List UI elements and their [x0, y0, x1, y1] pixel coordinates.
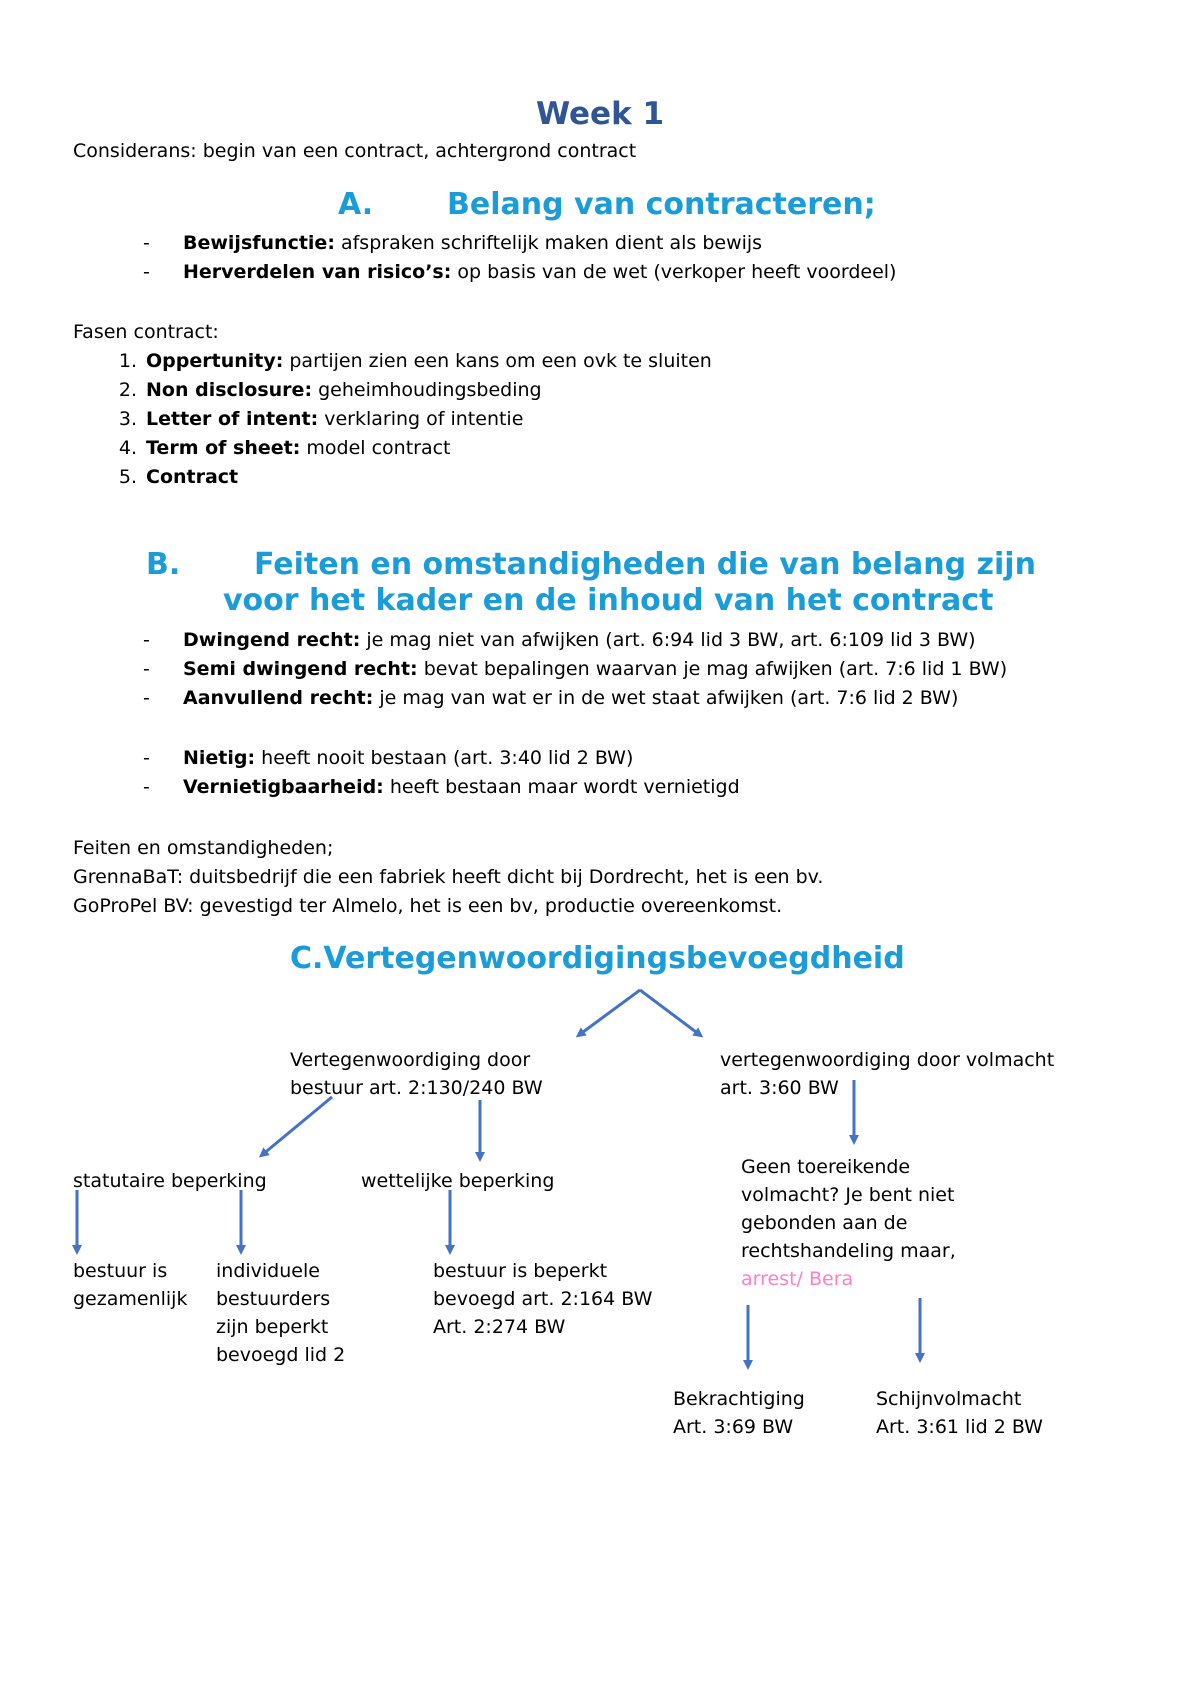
node-text: bestuur is beperkt	[433, 1260, 608, 1282]
dash-bullet: -	[143, 658, 150, 680]
node-text: Bekrachtiging	[673, 1388, 805, 1410]
section-b-heading-line1: Feiten en omstandigheden die van belang zijn	[254, 547, 1036, 582]
list-number: 3.	[118, 408, 137, 430]
list-item-text: model contract	[300, 437, 451, 459]
list-item-text: je mag van wat er in de wet staat afwijken (art. 7:6 lid 2 BW)	[373, 687, 959, 709]
node-text: bestuur is	[73, 1260, 168, 1282]
dash-bullet: -	[143, 261, 150, 283]
node-text: Schijnvolmacht	[876, 1388, 1022, 1410]
list-number: 2.	[118, 379, 137, 401]
arrow-to-bestuur	[579, 990, 640, 1035]
section-b-letter: B.	[146, 547, 181, 582]
arrest-link: arrest/ Bera	[741, 1268, 854, 1290]
list-item-term: Contract	[146, 466, 239, 488]
node-text: art. 3:60 BW	[720, 1077, 839, 1099]
dash-bullet: -	[143, 687, 150, 709]
node-text: gezamenlijk	[73, 1288, 188, 1310]
dash-bullet: -	[143, 776, 150, 798]
node-text: Art. 3:69 BW	[673, 1416, 794, 1438]
node-text: rechtshandeling maar,	[741, 1240, 956, 1262]
node-bestuur	[290, 1046, 543, 1102]
list-item-term: Aanvullend recht:	[183, 687, 374, 709]
node-statutair: statutaire beperking	[73, 1170, 267, 1192]
fasen-label: Fasen contract:	[73, 321, 219, 343]
list-item-term: Bewijsfunctie:	[183, 232, 335, 254]
arrow-to-volmacht	[640, 990, 700, 1035]
node-schijnvolmacht	[876, 1385, 1043, 1441]
list-item-term: Dwingend recht:	[183, 629, 361, 651]
list-item-text: geheimhoudingsbeding	[312, 379, 542, 401]
node-text: bevoegd art. 2:164 BW	[433, 1288, 653, 1310]
list-item-text: heeft nooit bestaan (art. 3:40 lid 2 BW)	[255, 747, 634, 769]
list-item-term: Non disclosure:	[146, 379, 313, 401]
section-a-heading: Belang van contracteren;	[447, 187, 876, 222]
node-geen-volmacht	[741, 1153, 956, 1293]
node-gezamenlijk	[73, 1257, 187, 1313]
dash-bullet: -	[143, 747, 150, 769]
node-text: Art. 2:274 BW	[433, 1316, 566, 1338]
section-c-heading: C.Vertegenwoordigingsbevoegdheid	[290, 941, 905, 976]
section-b-heading-line2: voor het kader en de inhoud van het contract	[223, 583, 994, 618]
node-text: Geen toereikende	[741, 1156, 911, 1178]
section-a-letter: A.	[338, 187, 374, 222]
feiten-label: Feiten en omstandigheden;	[73, 837, 334, 859]
dash-bullet: -	[143, 629, 150, 651]
list-number: 4.	[118, 437, 137, 459]
node-volmacht	[720, 1046, 1054, 1102]
arrow-to-statutair	[262, 1097, 332, 1155]
dash-bullet: -	[143, 232, 150, 254]
node-text: Art. 3:61 lid 2 BW	[876, 1416, 1043, 1438]
list-item-text: op basis van de wet (verkoper heeft voordeel)	[451, 261, 897, 283]
list-item-term: Herverdelen van risico’s:	[183, 261, 452, 283]
list-item-text: bevat bepalingen waarvan je mag afwijken (art. 7:6 lid 1 BW)	[417, 658, 1008, 680]
node-individueel	[216, 1257, 345, 1369]
node-wettelijk: wettelijke beperking	[361, 1170, 555, 1192]
considerans-text: Considerans: begin van een contract, achtergrond contract	[73, 140, 637, 162]
node-text: individuele	[216, 1260, 320, 1282]
feiten-line1: GrennaBaT: duitsbedrijf die een fabriek heeft dicht bij Dordrecht, het is een bv.	[73, 866, 824, 888]
list-item-term: Semi dwingend recht:	[183, 658, 418, 680]
list-item-text: verklaring of intentie	[318, 408, 524, 430]
node-bekrachtiging	[673, 1385, 805, 1441]
node-text: bestuurders	[216, 1288, 331, 1310]
list-item-text: je mag niet van afwijken (art. 6:94 lid 3 BW, art. 6:109 lid 3 BW)	[360, 629, 976, 651]
node-text: zijn beperkt	[216, 1316, 329, 1338]
list-item-text: afspraken schriftelijk maken dient als bewijs	[334, 232, 763, 254]
list-item-text: heeft bestaan maar wordt vernietigd	[383, 776, 740, 798]
node-text: volmacht? Je bent niet	[741, 1184, 955, 1206]
node-text: vertegenwoordiging door volmacht	[720, 1049, 1055, 1071]
node-text: gebonden aan de	[741, 1212, 908, 1234]
list-item-term: Oppertunity:	[146, 350, 284, 372]
list-number: 1.	[118, 350, 137, 372]
node-beperkt	[433, 1257, 652, 1341]
list-item-term: Term of sheet:	[146, 437, 301, 459]
list-number: 5.	[118, 466, 137, 488]
list-item-term: Vernietigbaarheid:	[183, 776, 384, 798]
page-title: Week 1	[535, 96, 665, 132]
node-text: bevoegd lid 2	[216, 1344, 346, 1366]
list-item-text: partijen zien een kans om een ovk te sluiten	[283, 350, 712, 372]
list-item-term: Nietig:	[183, 747, 256, 769]
node-text: Vertegenwoordiging door	[290, 1049, 531, 1071]
feiten-line2: GoProPel BV: gevestigd ter Almelo, het is een bv, productie overeenkomst.	[73, 895, 783, 917]
node-text: bestuur art. 2:130/240 BW	[290, 1077, 543, 1099]
list-item-term: Letter of intent:	[146, 408, 319, 430]
